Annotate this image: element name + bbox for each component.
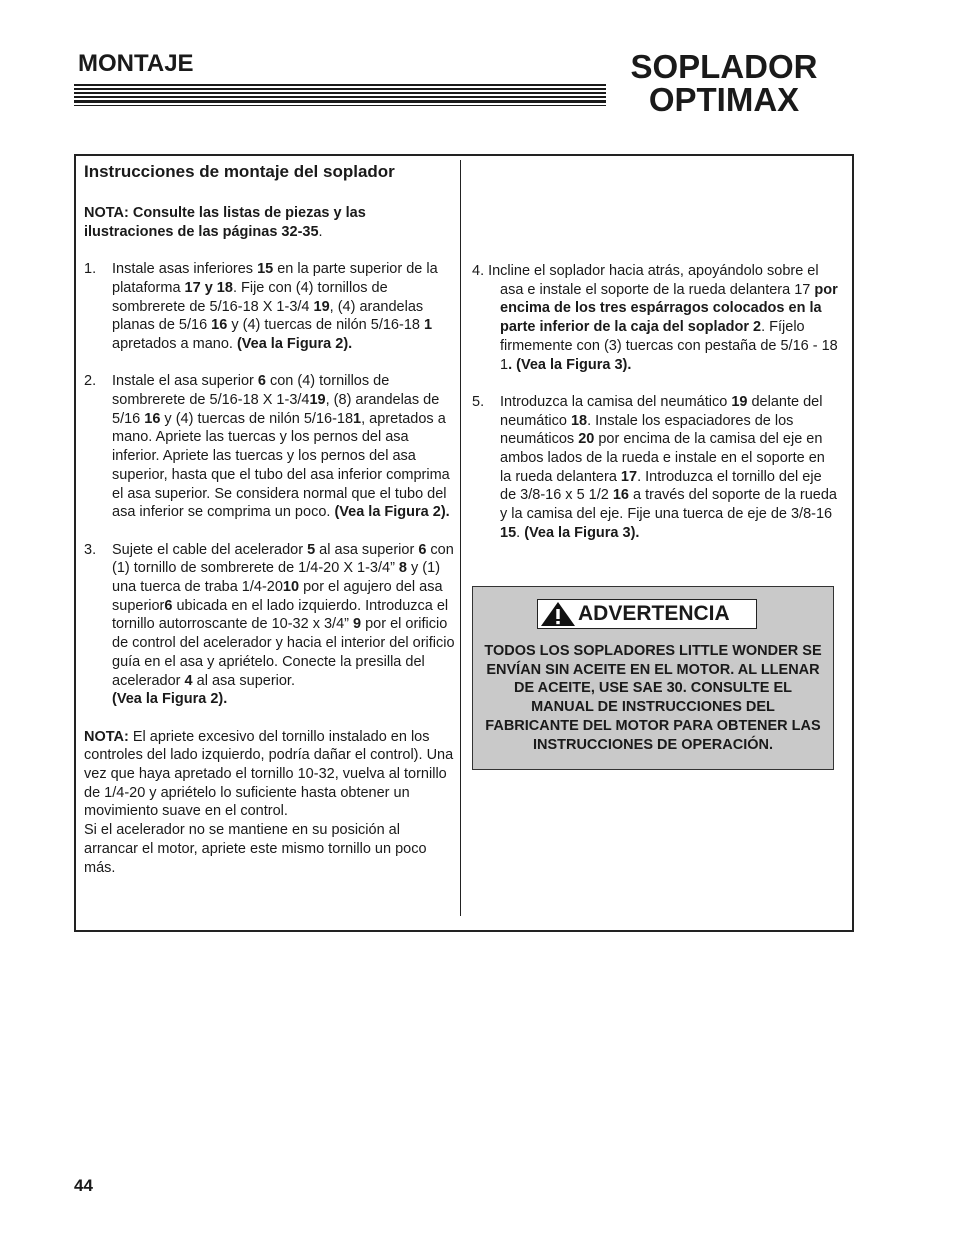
- warning-text: TODOS LOS SOPLADORES LITTLE WONDER SE ENVÍAN SIN ACEITE EN EL MOTOR. AL LLENAR DE ACEITE, USE SAE 30. CONSULTE EL MANUAL DE INSTRUCCIONES DEL FABRICANTE DEL MOTOR PARA OBTENER LAS INSTRUCCIONES DE OPERACIÓN.: [484, 643, 822, 753]
- document-title-line2: OPTIMAX: [648, 81, 800, 118]
- warning-triangle-icon: [540, 601, 576, 627]
- step-3: 3. Sujete el cable del acelerador 5 al asa superior 6 con (1) tornillo de sombrerete de 1/4-20 X 1-3/4” 8 y (1) una tuerca de traba 1/4-2010 por el agujero del asa superior6 ubicada en el lado izquierdo. Introduzca el tornillo autorroscante de 10-32 x 3/4” 9 por el orificio de control del acelerador y hacia el interior del orificio guía en el asa y apriételo. Conecte la presilla del acelerador 4 al asa superior. (Vea la Figura 2).: [84, 541, 455, 708]
- step-1: 1. Instale asas inferiores 15 en la parte superior de la plataforma 17 y 18. Fije con (4) tornillos de sombrerete de 5/16-18 X 1-3/4 19, (4) arandelas planas de 5/16 16 y (4) tuercas de nilón 5/16-18 1 apretados a mano. (Vea la Figura 2).: [84, 261, 438, 352]
- header-rules: [74, 84, 606, 108]
- section-title: MONTAJE: [78, 50, 194, 77]
- warning-header: [537, 599, 757, 629]
- warning-label: ADVERTENCIA: [578, 602, 730, 625]
- document-title-line1: SOPLADOR: [630, 48, 818, 85]
- bottom-note: NOTA: El apriete excesivo del tornillo instalado en los controles del lado izquierdo, podría dañar el control). Una vez que haya apretado el tornillo 10-32, vuelva al tornillo de 1/4-20 y apriételo lo suficiente hasta obtener un movimiento suave en el control. Si el acelerador no se mantiene en su posición al arrancar el motor, apriete este mismo tornillo un poco más.: [84, 728, 454, 876]
- warning-box: [472, 586, 834, 770]
- column-divider: [460, 160, 461, 916]
- instructions-heading: Instrucciones de montaje del soplador: [84, 162, 395, 181]
- step-4: 4. Incline el soplador hacia atrás, apoyándolo sobre el asa e instale el soporte de la rueda delantera 17 por encima de los tres espárragos colocados en la parte inferior de la caja del soplador 2. Fíjelo firmemente con (3) tuercas con pestaña de 5/16 - 18 1. (Vea la Figura 3).: [472, 263, 838, 373]
- step-5: 5. Introduzca la camisa del neumático 19 delante del neumático 18. Instale los espaciadores de los neumáticos 20 por encima de la camisa del eje en ambos lados de la rueda e instale en el soporte en la rueda delantera 17. Introduzca el tornillo del eje de 3/8-16 x 5 1/2 16 a través del soporte de la rueda y la camisa del eje. Fije una tuerca de eje de 3/8-16 15. (Vea la Figura 3).: [472, 393, 837, 541]
- right-column: [472, 262, 838, 543]
- document-title: [604, 50, 844, 116]
- page-number: 44: [74, 1176, 93, 1195]
- intro-note: NOTA: Consulte las listas de piezas y las ilustraciones de las páginas 32-35.: [84, 205, 366, 240]
- left-column: [84, 160, 456, 877]
- step-2: 2. Instale el asa superior 6 con (4) tornillos de sombrerete de 5/16-18 X 1-3/419, (8) arandelas de 5/16 16 y (4) tuercas de nilón 5/16-181, apretados a mano. Apriete las tuercas y los pernos del asa inferior. Apriete las tuercas y los pernos del asa superior, hasta que el tubo del asa inferior comprima el asa superior. Se considera normal que el tubo del asa inferior se comprima un poco. (Vea la Figura 2).: [84, 373, 450, 521]
